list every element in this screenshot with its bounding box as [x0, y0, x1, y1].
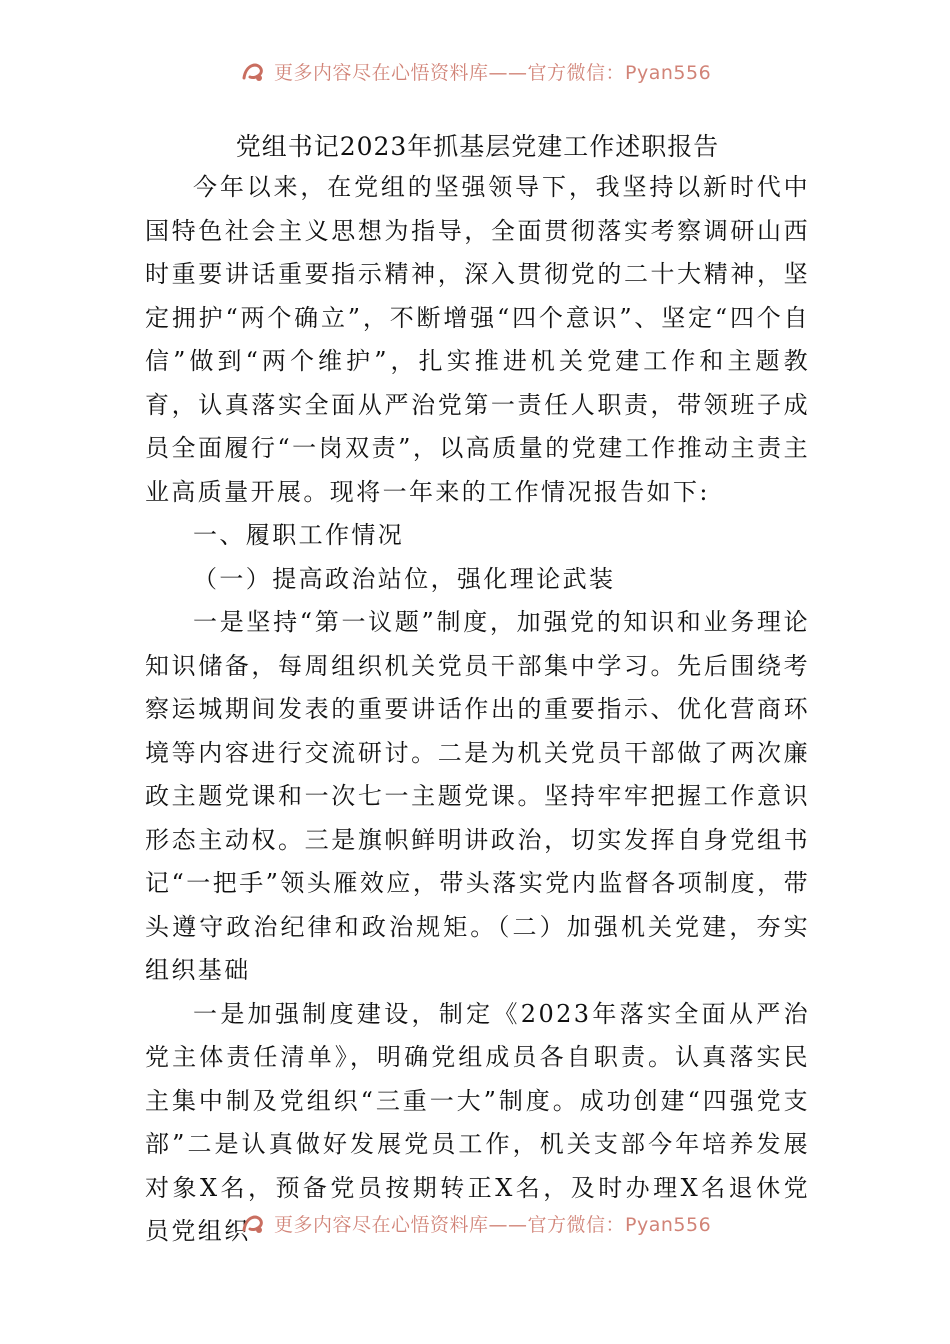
watermark-text: 更多内容尽在心悟资料库——官方微信：Pyan556 [274, 1213, 712, 1236]
watermark-text: 更多内容尽在心悟资料库——官方微信：Pyan556 [274, 61, 712, 84]
document-body [145, 128, 810, 1254]
header-watermark [240, 56, 720, 86]
subsection-heading: （一）提高政治站位，强化理论武装 [193, 564, 616, 593]
watermark-logo-icon [240, 1210, 266, 1236]
watermark-logo-icon [240, 58, 266, 84]
footer-watermark [240, 1208, 720, 1238]
subsection-paragraph: 一是坚持“第一议题”制度，加强党的知识和业务理论知识储备，每周组织机关党员干部集中学习。先后围绕考察运城期间发表的重要讲话作出的重要指示、优化营商环境等内容进行交流研讨。二是为机关党员干部做了两次廉政主题党课和一次七一主题党课。坚持牢牢把握工作意识形态主动权。三是旗帜鲜明讲政治，切实发挥自身党组书记“一把手”领头雁效应，带头落实党内监督各项制度，带头遵守政治纪律和政治规矩。（二）加强机关党建，夯实组织基础 [145, 608, 810, 984]
section-heading: 一、履职工作情况 [193, 521, 405, 549]
subsection-paragraph-2: 一是加强制度建设，制定《2023年落实全面从严治党主体责任清单》，明确党组成员各自职责。认真落实民主集中制及党组织“三重一大”制度。成功创建“四强党支部”二是认真做好发展党员工作，机关支部今年培养发展对象X名，预备党员按期转正X名，及时办理X名退休党员党组织 [145, 999, 810, 1245]
intro-paragraph: 今年以来，在党组的坚强领导下，我坚持以新时代中国特色社会主义思想为指导，全面贯彻落实考察调研山西时重要讲话重要指示精神，深入贯彻党的二十大精神，坚定拥护“两个确立”，不断增强“四个意识”、坚定“四个自信”做到“两个维护”，扎实推进机关党建工作和主题教育，认真落实全面从严治党第一责任人职责，带领班子成员全面履行“一岗双责”，以高质量的党建工作推动主责主业高质量开展。现将一年来的工作情况报告如下: [145, 173, 810, 506]
document-title: 党组书记2023年抓基层党建工作述职报告 [235, 132, 720, 161]
